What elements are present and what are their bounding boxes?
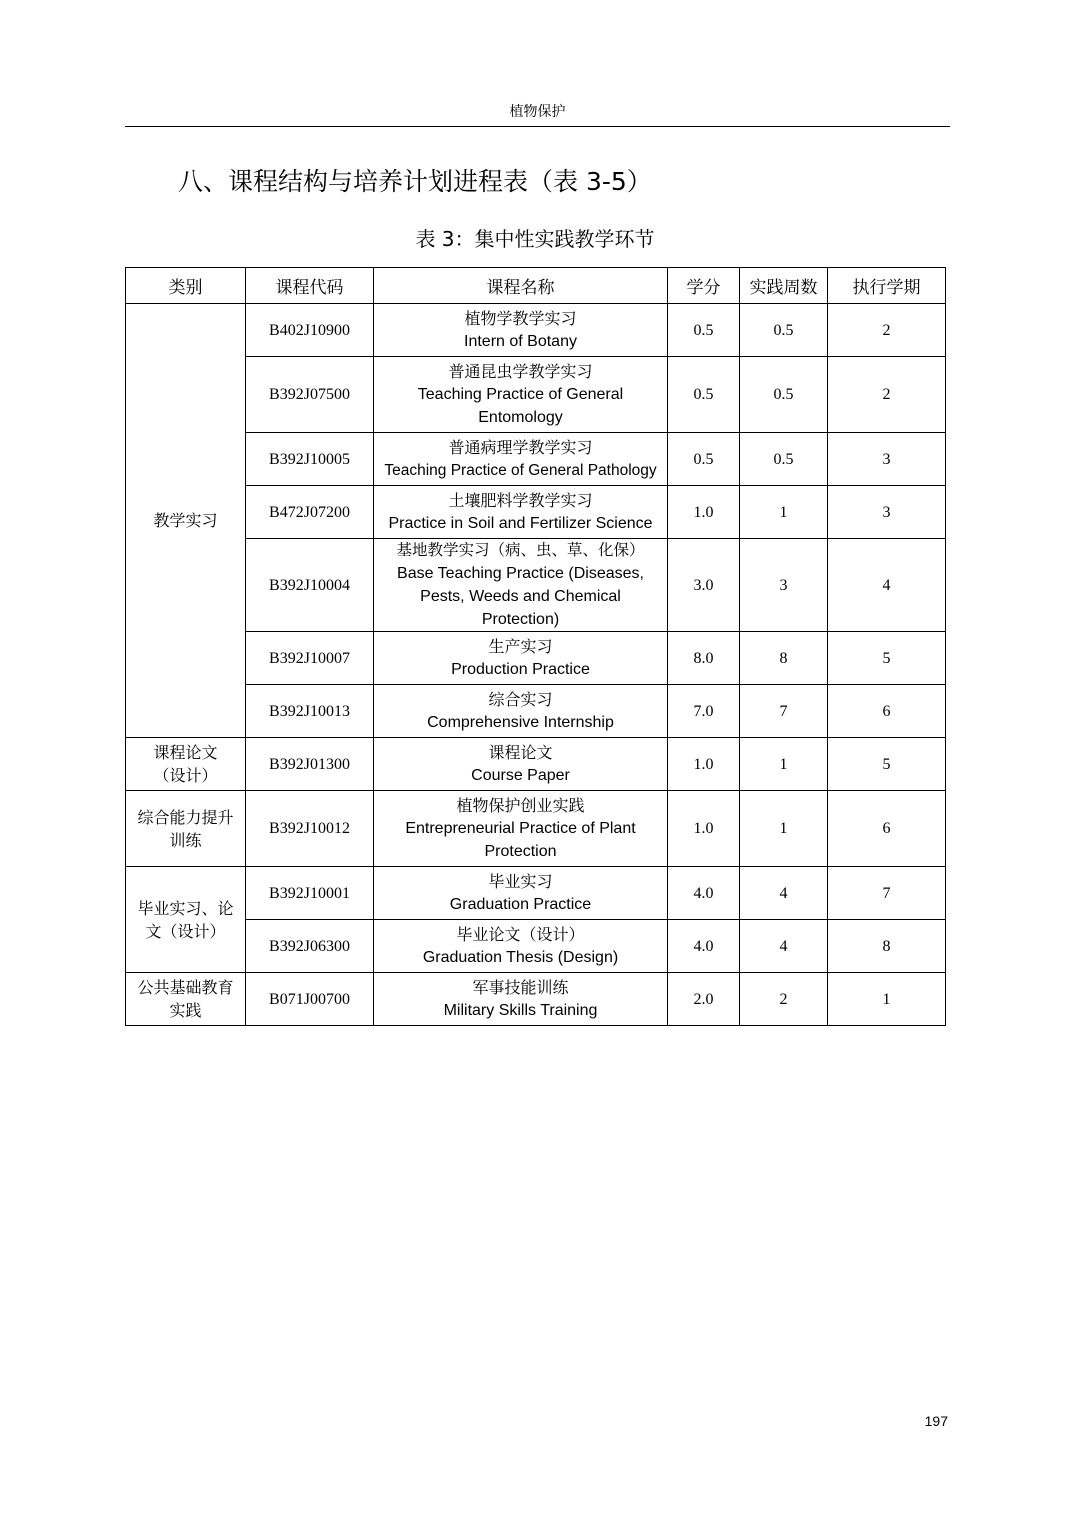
- course-name-cn: 土壤肥料学教学实习: [448, 491, 593, 510]
- weeks-cell: 8: [740, 632, 828, 685]
- weeks-cell: 7: [740, 685, 828, 738]
- category-cell: 教学实习: [126, 304, 246, 738]
- section-title: 八、课程结构与培养计划进程表（表 3-5）: [178, 167, 652, 196]
- credits-cell: 4.0: [668, 920, 740, 973]
- course-name-en: Production Practice: [451, 661, 590, 678]
- course-code: B472J07200: [246, 486, 374, 539]
- course-name-en: Intern of Botany: [464, 333, 577, 350]
- semester-cell: 5: [828, 738, 946, 791]
- course-name: [374, 791, 668, 867]
- course-name: [374, 738, 668, 791]
- category-cell: 毕业实习、论文（设计）: [126, 867, 246, 973]
- course-name-en: Teaching Practice of General Entomology: [417, 386, 624, 426]
- course-name-cn: 综合实习: [488, 690, 553, 709]
- semester-cell: 2: [828, 357, 946, 433]
- course-name-en: Military Skills Training: [443, 1002, 598, 1019]
- course-name-cn: 植物保护创业实践: [456, 796, 585, 815]
- table-row: [126, 486, 946, 539]
- weeks-cell: 0.5: [740, 433, 828, 486]
- semester-cell: 2: [828, 304, 946, 357]
- course-code: B392J01300: [246, 738, 374, 791]
- running-header: 植物保护: [125, 100, 950, 127]
- credits-cell: 4.0: [668, 867, 740, 920]
- credits-cell: 7.0: [668, 685, 740, 738]
- table-row: [126, 304, 946, 357]
- course-name: [374, 973, 668, 1026]
- table-row: [126, 539, 946, 632]
- course-name-en: Practice in Soil and Fertilizer Science: [388, 515, 653, 532]
- weeks-cell: 3: [740, 539, 828, 632]
- semester-cell: 6: [828, 685, 946, 738]
- course-name-cn: 生产实习: [488, 637, 553, 656]
- course-name-cn: 军事技能训练: [472, 978, 569, 997]
- course-code: B392J10013: [246, 685, 374, 738]
- course-code: B392J10007: [246, 632, 374, 685]
- course-code: B392J07500: [246, 357, 374, 433]
- page-number: 197: [924, 1413, 948, 1429]
- weeks-cell: 4: [740, 920, 828, 973]
- course-name: [374, 920, 668, 973]
- course-name-en: Course Paper: [471, 767, 570, 784]
- course-name-cn: 基地教学实习（病、虫、草、化保）: [396, 541, 645, 559]
- credits-cell: 8.0: [668, 632, 740, 685]
- weeks-cell: 1: [740, 486, 828, 539]
- course-name-cn: 毕业论文（设计）: [456, 925, 585, 944]
- table-row: [126, 738, 946, 791]
- table-row: [126, 632, 946, 685]
- course-name-en: Teaching Practice of General Pathology: [384, 462, 657, 479]
- column-header-weeks: 实践周数: [740, 268, 828, 304]
- course-name-en: Comprehensive Internship: [427, 714, 614, 731]
- column-header-code: 课程代码: [246, 268, 374, 304]
- course-code: B392J10012: [246, 791, 374, 867]
- course-name: [374, 539, 668, 632]
- weeks-cell: 4: [740, 867, 828, 920]
- course-name-en: Entrepreneurial Practice of Plant Protection: [405, 820, 636, 860]
- course-name-cn: 普通昆虫学教学实习: [448, 362, 593, 381]
- table-header-row: [126, 268, 946, 304]
- course-name-cn: 课程论文: [488, 743, 553, 762]
- semester-cell: 3: [828, 486, 946, 539]
- course-name: [374, 685, 668, 738]
- course-code: B402J10900: [246, 304, 374, 357]
- course-name: [374, 486, 668, 539]
- credits-cell: 2.0: [668, 973, 740, 1026]
- category-cell: 公共基础教育实践: [126, 973, 246, 1026]
- course-code: B392J10001: [246, 867, 374, 920]
- category-cell: 课程论文（设计）: [126, 738, 246, 791]
- table-row: [126, 867, 946, 920]
- course-code: B071J00700: [246, 973, 374, 1026]
- course-name-en: Graduation Practice: [449, 896, 592, 913]
- course-name-cn: 毕业实习: [488, 872, 553, 891]
- weeks-cell: 0.5: [740, 304, 828, 357]
- credits-cell: 0.5: [668, 433, 740, 486]
- course-name: [374, 357, 668, 433]
- table-row: [126, 973, 946, 1026]
- course-name: [374, 304, 668, 357]
- table-row: [126, 791, 946, 867]
- table-row: [126, 685, 946, 738]
- table-caption: 表 3：集中性实践教学环节: [415, 227, 655, 251]
- credits-cell: 3.0: [668, 539, 740, 632]
- weeks-cell: 1: [740, 738, 828, 791]
- semester-cell: 6: [828, 791, 946, 867]
- course-name-cn: 植物学教学实习: [464, 309, 577, 328]
- credits-cell: 1.0: [668, 791, 740, 867]
- course-code: B392J10004: [246, 539, 374, 632]
- course-name: [374, 433, 668, 486]
- course-name-en: Graduation Thesis (Design): [422, 949, 619, 966]
- column-header-credits: 学分: [668, 268, 740, 304]
- semester-cell: 8: [828, 920, 946, 973]
- course-code: B392J10005: [246, 433, 374, 486]
- credits-cell: 1.0: [668, 486, 740, 539]
- semester-cell: 5: [828, 632, 946, 685]
- table-row: [126, 357, 946, 433]
- credits-cell: 0.5: [668, 357, 740, 433]
- practice-table: [125, 267, 946, 1026]
- course-name: [374, 632, 668, 685]
- course-name-cn: 普通病理学教学实习: [448, 438, 593, 457]
- column-header-semester: 执行学期: [828, 268, 946, 304]
- semester-cell: 3: [828, 433, 946, 486]
- course-code: B392J06300: [246, 920, 374, 973]
- weeks-cell: 2: [740, 973, 828, 1026]
- credits-cell: 1.0: [668, 738, 740, 791]
- table-row: [126, 920, 946, 973]
- category-cell: 综合能力提升训练: [126, 791, 246, 867]
- table-row: [126, 433, 946, 486]
- weeks-cell: 0.5: [740, 357, 828, 433]
- course-name-en: Base Teaching Practice (Diseases, Pests, Weeds and Chemical Protection): [397, 565, 644, 628]
- credits-cell: 0.5: [668, 304, 740, 357]
- weeks-cell: 1: [740, 791, 828, 867]
- semester-cell: 1: [828, 973, 946, 1026]
- course-name: [374, 867, 668, 920]
- column-header-name: 课程名称: [374, 268, 668, 304]
- semester-cell: 4: [828, 539, 946, 632]
- semester-cell: 7: [828, 867, 946, 920]
- column-header-category: 类别: [126, 268, 246, 304]
